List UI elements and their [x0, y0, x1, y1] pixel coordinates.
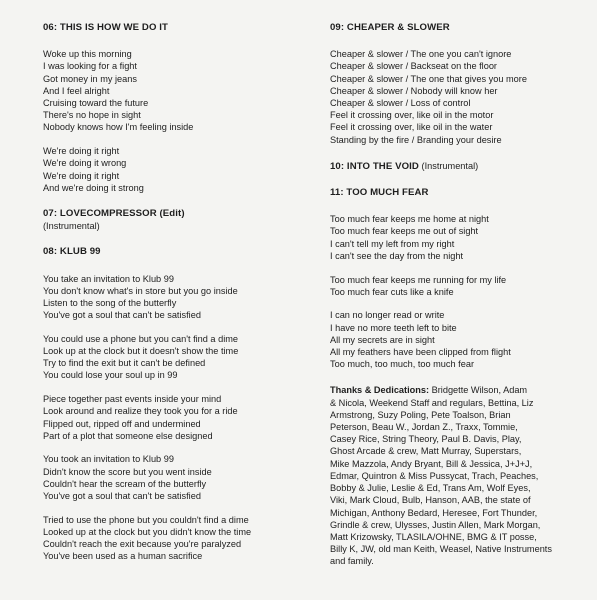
- lyric-line: We're doing it right: [43, 146, 120, 157]
- right-column: [330, 22, 580, 568]
- track-10: [330, 160, 580, 173]
- lyric-line: Flipped out, ripped off and undermined: [43, 418, 201, 429]
- lyric-line: Cheaper & slower / Backseat on the floor: [330, 61, 497, 72]
- lyric-line: Woke up this morning: [43, 49, 132, 60]
- lyric-line: I can't tell my left from my right: [330, 238, 455, 249]
- lyrics: [330, 48, 580, 146]
- lyric-line: Cheaper & slower / The one you can't ignore: [330, 49, 512, 60]
- stanza: [43, 514, 308, 563]
- lyric-line: I was looking for a fight: [43, 61, 137, 72]
- thanks-line: and family.: [330, 556, 374, 567]
- lyric-line: We're doing it right: [43, 170, 120, 181]
- lyric-line: You could use a phone but you can't find a dime: [43, 333, 239, 344]
- lyric-line: And we're doing it strong: [43, 182, 144, 193]
- lyric-line: Try to find the exit but it can't be defined: [43, 358, 206, 369]
- track-08: [43, 246, 308, 562]
- lyric-line: Look around and realize they took you for a ride: [43, 406, 238, 417]
- lyric-line: You've got a soul that can't be satisfied: [43, 491, 201, 502]
- track-07: [43, 208, 308, 232]
- thanks-label: Thanks & Dedications:: [330, 385, 430, 396]
- thanks-line: Bobby & Julie, Leslie & Ed, Trans Am, Wolf Eyes,: [330, 483, 531, 494]
- track-title: 10: INTO THE VOID: [330, 160, 419, 172]
- lyric-line: You've been used as a human sacrifice: [43, 551, 203, 562]
- lyric-line: I can't see the day from the night: [330, 250, 464, 261]
- lyric-line: Too much fear keeps me running for my life: [330, 274, 507, 285]
- lyrics: [43, 48, 308, 194]
- lyric-line: Couldn't hear the scream of the butterfly: [43, 478, 207, 489]
- track-note: (Instrumental): [43, 221, 100, 232]
- thanks-line: Ghost Arcade & crew, Matt Murray, Superstars,: [330, 446, 522, 457]
- lyrics: [43, 273, 308, 563]
- lyric-line: You've got a soul that can't be satisfied: [43, 310, 201, 321]
- thanks-line: Billy K, JW, old man Keith, Weasel, Native Instruments: [330, 544, 552, 555]
- track-11: [330, 187, 580, 370]
- lyric-line: You took an invitation to Klub 99: [43, 454, 174, 465]
- lyric-line: There's no hope in sight: [43, 110, 141, 121]
- thanks-line: & Nicola, Weekend Staff and regulars, Bettina, Liz: [330, 397, 534, 408]
- lyric-line: Looked up at the clock but you didn't know the time: [43, 527, 252, 537]
- lyric-line: I can no longer read or write: [330, 310, 445, 321]
- lyric-line: Too much fear keeps me home at night: [330, 214, 489, 225]
- stanza: [330, 48, 580, 146]
- thanks-line: Casey Rice, String Theory, Paul B. Davis, Play,: [330, 434, 522, 445]
- lyric-line: Too much fear keeps me out of sight: [330, 226, 479, 237]
- stanza: [330, 274, 580, 298]
- thanks-line: Mike Mazzola, Andy Bryant, Bill & Jessica, J+J+J,: [330, 458, 533, 469]
- track-06: [43, 22, 308, 194]
- track-title: 06: THIS IS HOW WE DO IT: [43, 22, 168, 33]
- track-title: 11: TOO MUCH FEAR: [330, 187, 429, 199]
- lyric-line: Cheaper & slower / Loss of control: [330, 98, 471, 109]
- lyric-line: And I feel alright: [43, 85, 110, 96]
- stanza: [43, 273, 308, 322]
- lyric-line: Feel it crossing over, like oil in the water: [330, 122, 493, 133]
- stanza: [330, 309, 580, 370]
- track-note: (Instrumental): [418, 160, 479, 171]
- thanks-text: [330, 384, 580, 567]
- lyric-line: Listen to the song of the butterfly: [43, 297, 177, 308]
- stanza: [43, 393, 308, 442]
- stanza: [43, 453, 308, 502]
- thanks-line: Viki, Mark Cloud, Bulb, Hanson, AAB, the state of: [330, 495, 531, 506]
- lyric-line: You take an invitation to Klub 99: [43, 273, 174, 284]
- thanks-line: Thanks & Dedications: Bridgette Wilson, Adam: [330, 385, 528, 396]
- lyric-line: All my secrets are in sight: [330, 334, 435, 345]
- stanza: [43, 145, 308, 194]
- left-column: [43, 22, 308, 563]
- lyric-line: Look up at the clock but it doesn't show the time: [43, 346, 239, 357]
- thanks-line: Armstrong, Suzy Poling, Pete Toalson, Brian: [330, 409, 511, 420]
- lyrics: [330, 213, 580, 370]
- lyric-line: Cheaper & slower / Nobody will know her: [330, 85, 498, 96]
- track-09: [330, 22, 580, 146]
- lyric-line: Tried to use the phone but you couldn't find a dime: [43, 514, 249, 525]
- thanks-line: Grindle & crew, Ulysses, Justin Allen, Mark Morgan,: [330, 519, 541, 530]
- lyric-line: Too much, too much, too much fear: [330, 359, 475, 370]
- lyric-line: You could lose your soul up in 99: [43, 370, 178, 381]
- lyric-line: Standing by the fire / Branding your desire: [330, 134, 502, 145]
- lyric-line: Got money in my jeans: [43, 73, 137, 84]
- track-title: 09: CHEAPER & SLOWER: [330, 22, 450, 33]
- thanks-dedications: [330, 384, 580, 567]
- stanza: [43, 48, 308, 133]
- lyric-line: Part of a plot that someone else designed: [43, 430, 213, 441]
- lyric-line: Nobody knows how I'm feeling inside: [43, 122, 194, 133]
- lyric-line: Cheaper & slower / The one that gives you more: [330, 73, 527, 84]
- lyric-line: Feel it crossing over, like oil in the motor: [330, 110, 494, 121]
- lyric-line: You don't know what's in store but you go inside: [43, 285, 238, 296]
- thanks-line: Michigan, Anthony Bedard, Heresee, Fort Thunder,: [330, 507, 538, 518]
- lyric-line: I have no more teeth left to bite: [330, 322, 457, 333]
- lyric-line: Couldn't reach the exit because you're paralyzed: [43, 539, 242, 550]
- lyric-line: Didn't know the score but you went inside: [43, 466, 212, 477]
- stanza: [43, 333, 308, 382]
- lyric-line: Piece together past events inside your mind: [43, 394, 222, 405]
- stanza: [330, 213, 580, 262]
- thanks-line: Edmar, Quintron & Miss Pussycat, Trach, Peaches,: [330, 470, 539, 481]
- track-title: 07: LOVECOMPRESSOR (Edit): [43, 207, 185, 219]
- lyric-line: We're doing it wrong: [43, 158, 127, 169]
- track-title: 08: KLUB 99: [43, 246, 101, 258]
- lyric-line: All my feathers have been clipped from flight: [330, 347, 511, 358]
- lyric-line: Cruising toward the future: [43, 98, 149, 109]
- thanks-line: Peterson, Beau W., Jordan Z., Traxx, Tommie,: [330, 422, 518, 433]
- lyric-line: Too much fear cuts like a knife: [330, 286, 454, 297]
- thanks-line: Matt Krizowsky, TLASILA/OHNE, BMG & IT posse,: [330, 531, 537, 542]
